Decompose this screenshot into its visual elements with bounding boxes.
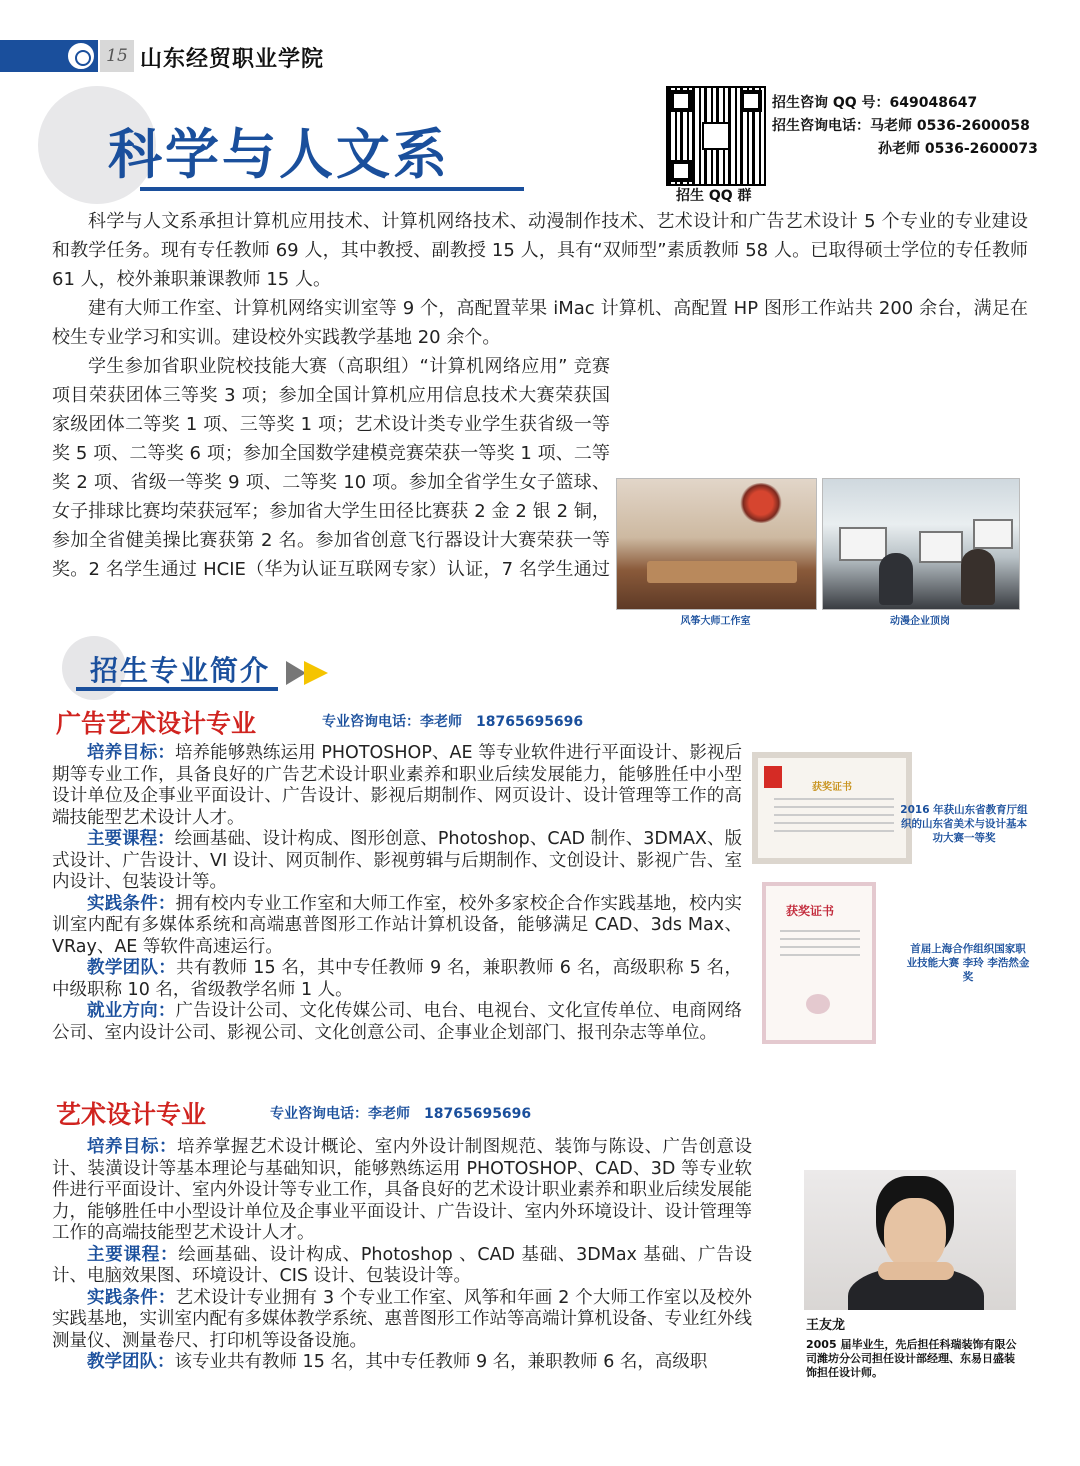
graduate-photo (804, 1170, 1016, 1310)
animation-company-photo (822, 478, 1020, 610)
photo-caption-1: 风筝大师工作室 (680, 616, 751, 627)
school-logo-icon (66, 41, 96, 71)
graduate-name: 王友龙 (806, 1318, 846, 1333)
graduate-description: 2005 届毕业生，先后担任科瑞装饰有限公司潍坊分公司担任设计部经理、东易日盛装饰担任设计师。 (806, 1338, 1017, 1379)
arrow-grey-icon (286, 661, 306, 685)
title-underline (140, 187, 524, 191)
intro-paragraph-3: 学生参加省职业院校技能大赛（高职组）“计算机网络应用” 竞赛项目荣获团体三等奖 3 项；参加全国计算机应用信息技术大赛荣获国家级团体二等奖 1 项、三等奖 1 项；艺术设计类专业学生获省级一等奖 5 项、二等奖 6 项；参加全国数学建模竞赛荣获一等奖 1 项、二等奖 2 项、省级一等奖 9 项、二等奖 10 项。参加全省学生女子篮球、女子排球比赛均荣获冠军；参加省大学生田径比赛获 2 金 2 银 2 铜，参加全省健美操比赛获第 2 名。参加省创意飞行器设计大赛荣获一等奖。2 名学生通过 HCIE（华为认证互联网专家）认证，7 名学生通过 (52, 356, 610, 580)
major-1-item: 主要课程：绘画基础、设计构成、图形创意、Photoshop、CAD 制作、3DMAX、版式设计、广告设计、VI 设计、网页制作、影视剪辑与后期制作、文创设计、影视广告、室内设计、包装设计等。 (52, 829, 743, 892)
major-2-item: 教学团队：该专业共有教师 15 名，其中专任教师 9 名，兼职教师 6 名，高级职 (87, 1352, 708, 1372)
certificate-1: 获奖证书 (752, 752, 912, 864)
intro-paragraph-1: 科学与人文系承担计算机应用技术、计算机网络技术、动漫制作技术、艺术设计和广告艺术设计 5 个专业的专业建设和教学任务。现有专任教师 69 人，其中教授、副教授 15 人，具有“双师型”素质教师 58 人。已取得硕士学位的专任教师 61 人，校外兼职兼课教师 15 人。 (52, 211, 1028, 290)
major-1-body (52, 743, 742, 1044)
major-1-item: 培养目标：培养能够熟练运用 PHOTOSHOP、AE 等专业软件进行平面设计、影视后期等专业工作，具备良好的广告艺术设计职业素养和职业后续发展能力，能够胜任中小型设计单位及企事业平面设计、广告设计、影视后期制作、网页设计、设计管理等工作的高端技能型艺术设计人才。 (52, 743, 742, 828)
page-number: 15 (100, 40, 134, 72)
major-2-phone: 专业咨询电话：李老师 18765695696 (270, 1106, 532, 1122)
qr-code (668, 88, 764, 184)
arrow-yellow-icon (304, 661, 328, 685)
qr-label: 招生 QQ 群 (676, 188, 752, 204)
recruit-qq: 招生咨询 QQ 号：649048647 (772, 95, 978, 111)
major-2-item: 培养目标：培养掌握艺术设计概论、室内外设计制图规范、装饰与陈设、广告创意设计、装潢设计等基本理论与基础知识，能够熟练运用 PHOTOSHOP、CAD、3D 等专业软件进行平面设计、室内外设计等专业工作，具备良好的艺术设计职业素养和职业后续发展能力，能够胜任中小型设计单位及企事业平面设计、广告设计、室内外环境设计、设计管理等工作的高端技能型艺术设计人才。 (52, 1137, 752, 1243)
major-1-item: 实践条件：拥有校内专业工作室和大师工作室，校外多家校企合作实践基地，校内实训室内配有多媒体系统和高端惠普图形工作站计算机设备，能够满足 CAD、3ds Max、VRay、AE 等软件高速运行。 (52, 893, 743, 957)
department-title: 科学与人文系 (108, 123, 450, 186)
kite-studio-photo (616, 478, 817, 610)
section-title: 招生专业简介 (90, 654, 271, 687)
major-1-item: 教学团队：共有教师 15 名，其中专任教师 9 名，兼职教师 6 名，高级职称 5 名，中级职称 10 名，省级教学名师 1 人。 (52, 958, 743, 1000)
section-underline (76, 687, 278, 691)
certificate-1-caption: 2016 年获山东省教育厅组织的山东省美术与设计基本功大赛一等奖 (900, 804, 1028, 844)
school-name: 山东经贸职业学院 (140, 46, 325, 72)
major-1-phone: 专业咨询电话：李老师 18765695696 (322, 714, 584, 730)
major-2-title: 艺术设计专业 (56, 1100, 207, 1129)
intro-paragraph-2: 建有大师工作室、计算机网络实训室等 9 个，高配置苹果 iMac 计算机、高配置 HP 图形工作站共 200 余台，满足在校生专业学习和实训。建设校外实践教学基地 20 余个。 (52, 298, 1028, 348)
major-2-item: 实践条件：艺术设计专业拥有 3 个专业工作室、风筝和年画 2 个大师工作室以及校外实践基地，实训室内配有多媒体教学系统、惠普图形工作站等高端计算机设备、专业红外线测量仪、测量卷尺、打印机等设备设施。 (52, 1287, 752, 1351)
major-2-body (52, 1137, 752, 1395)
recruit-phone-2: 孙老师 0536-2600073 (878, 141, 1038, 157)
recruit-phone-1: 招生咨询电话：马老师 0536-2600058 (772, 118, 1030, 134)
major-2-item: 主要课程：绘画基础、设计构成、Photoshop 、CAD 基础、3DMax 基础、广告设计、电脑效果图、环境设计、CIS 设计、包装设计等。 (52, 1244, 752, 1286)
photo-caption-2: 动漫企业顶岗 (890, 616, 950, 627)
major-1-item: 就业方向：广告设计公司、文化传媒公司、电台、电视台、文化宣传单位、电商网络公司、室内设计公司、影视公司、文化创意公司、企事业企划部门、报刊杂志等单位。 (52, 1001, 743, 1043)
major-1-title: 广告艺术设计专业 (56, 709, 257, 738)
certificate-2-caption: 首届上海合作组织国家职业技能大赛 李玲 李浩然金奖 (906, 943, 1030, 983)
certificate-2: 获奖证书 (762, 882, 876, 1044)
